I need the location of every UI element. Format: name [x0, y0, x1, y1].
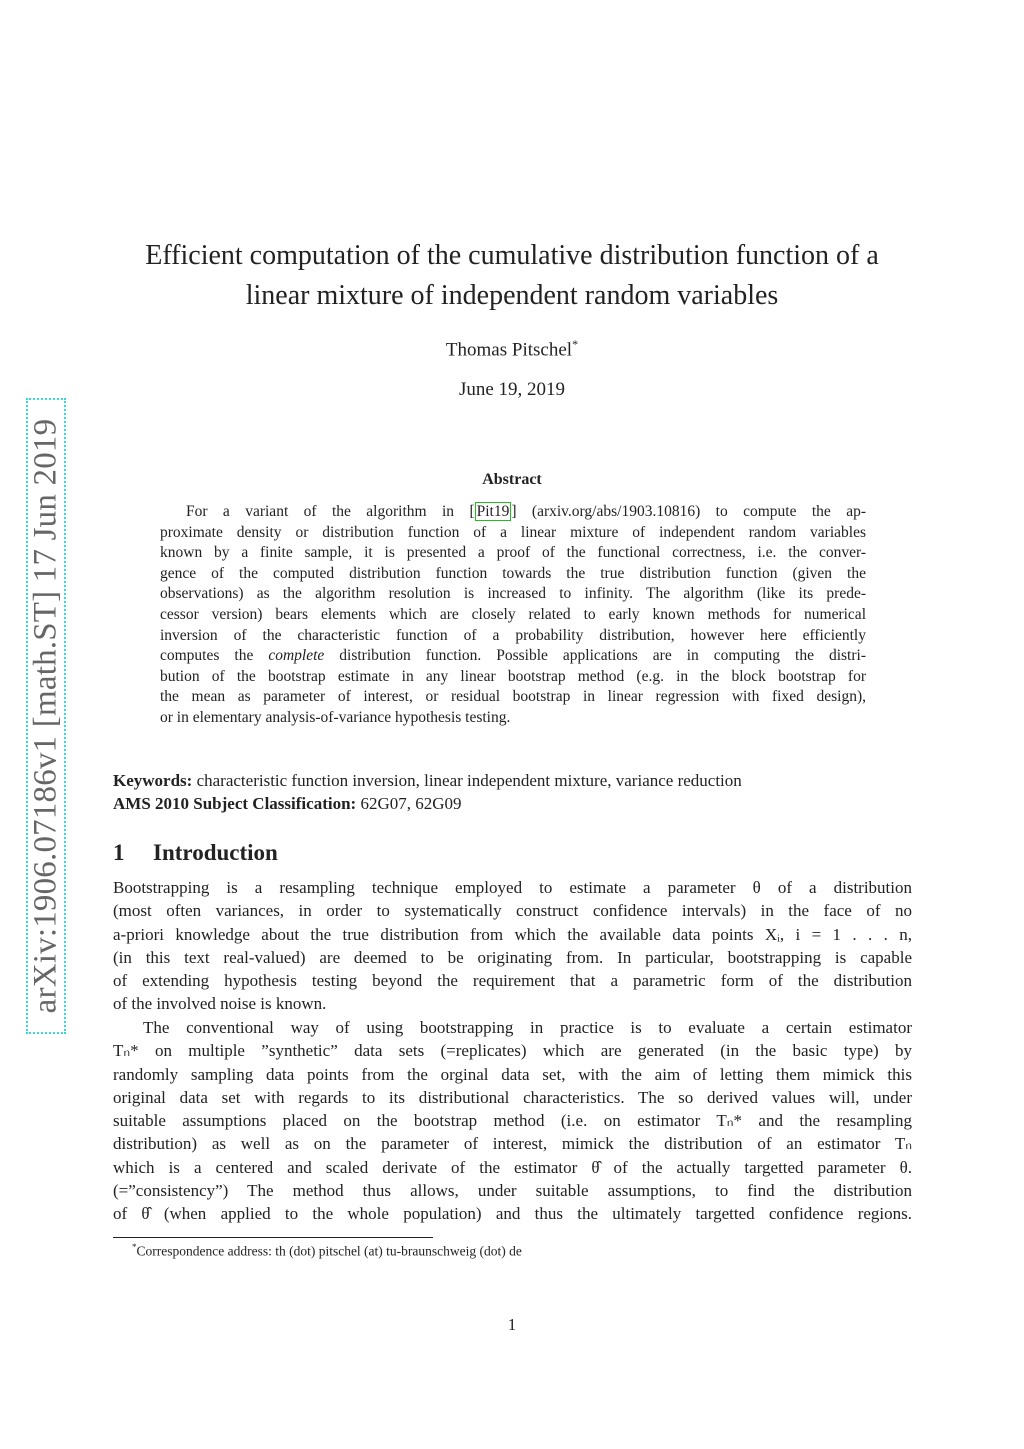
- abstract-line: gence of the computed distribution function towards the true distribution function (given the: [160, 564, 866, 582]
- author-footnote-mark: *: [572, 337, 579, 351]
- keywords-line: [113, 769, 913, 792]
- paragraph-line: (=”consistency”) The method thus allows, under suitable assumptions, to find the distribution: [113, 1181, 912, 1201]
- paragraph-line: distribution) as well as on the parameter of interest, mimick the distribution of an estimator Tₙ: [113, 1134, 912, 1154]
- section-heading: [113, 840, 278, 866]
- title-line-2: linear mixture of independent random variables: [245, 280, 779, 311]
- abstract-body: [160, 502, 866, 729]
- arxiv-identifier: arXiv:1906.07186v1 [math.ST] 17 Jun 2019: [27, 418, 64, 1014]
- paragraph-line: (most often variances, in order to systematically construct confidence intervals) in the face of no: [113, 901, 912, 921]
- paragraph-line: Tₙ* on multiple ”synthetic” data sets (=replicates) which are generated (in the basic type) by: [113, 1041, 912, 1061]
- paragraph-line: Bootstrapping is a resampling technique employed to estimate a parameter θ of a distribution: [113, 878, 912, 897]
- paragraph-line: of extending hypothesis testing beyond the requirement that a parametric form of the distribution: [113, 971, 912, 991]
- abstract-line: observations) as the algorithm resolution is increased to infinity. The algorithm (like its prede-: [160, 585, 866, 603]
- page-number: 1: [507, 1315, 517, 1334]
- intro-paragraph-2: [113, 1016, 912, 1226]
- title-line-1: Efficient computation of the cumulative distribution function of a: [145, 240, 879, 271]
- paragraph-line: of θ̂ (when applied to the whole population) and thus the ultimately targetted confidence regions.: [113, 1204, 912, 1224]
- abstract-line: cessor version) bears elements which are closely related to early known methods for numerical: [160, 605, 866, 623]
- footnote-text: Correspondence address: th (dot) pitschel (at) tu-braunschweig (dot) de: [136, 1243, 522, 1259]
- paragraph-line: which is a centered and scaled derivate of the estimator θ̂ of the actually targetted parameter θ.: [113, 1157, 912, 1177]
- paper-title: [80, 236, 944, 316]
- abstract-line: For a variant of the algorithm in [ Pit19 ] (arxiv.org/abs/1903.10816) to compute the ap-: [186, 503, 867, 520]
- paragraph-line: of the involved noise is known.: [113, 994, 327, 1014]
- date: June 19, 2019: [458, 379, 566, 400]
- paragraph-line: (in this text real-valued) are deemed to be originating from. In particular, bootstrapping is capable: [113, 947, 912, 967]
- abstract-line: proximate density or distribution function of a linear mixture of independent random variables: [160, 523, 866, 541]
- abstract-line: inversion of the characteristic function of a probability distribution, however here efficiently: [160, 626, 866, 644]
- abstract-line: bution of the bootstrap estimate in any linear bootstrap method (e.g. in the block bootstrap for: [160, 667, 866, 685]
- paragraph-line: original data set with regards to its distributional characteristics. The so derived values will, under: [113, 1087, 912, 1107]
- abstract-line: known by a finite sample, it is presented a proof of the functional correctness, i.e. the conver-: [160, 544, 866, 562]
- abstract-line: or in elementary analysis-of-variance hypothesis testing.: [160, 708, 511, 726]
- keywords-text: characteristic function inversion, linear independent mixture, variance reduction: [196, 771, 742, 790]
- section-number: 1: [113, 840, 125, 865]
- ams-label: AMS 2010 Subject Classification:: [113, 794, 357, 813]
- arxiv-side-stamp: [26, 398, 66, 1034]
- footnote-rule: [113, 1237, 433, 1238]
- abstract-line: computes the complete distribution function. Possible applications are in computing the distri-: [160, 647, 866, 665]
- keywords-block: [113, 769, 913, 815]
- section-title: Introduction: [153, 840, 278, 865]
- ams-text: 62G07, 62G09: [360, 794, 462, 813]
- abstract-line: the mean as parameter of interest, or residual bootstrap in linear regression with fixed design),: [160, 688, 866, 706]
- ams-line: [113, 792, 913, 815]
- citation-link[interactable]: Pit19: [476, 503, 510, 520]
- author-name: Thomas Pitschel: [445, 339, 573, 361]
- paragraph-line: suitable assumptions placed on the bootstrap method (i.e. on estimator Tₙ* and the resampling: [113, 1111, 912, 1131]
- intro-paragraph-1: [113, 876, 912, 1016]
- paragraph-line: The conventional way of using bootstrapping in practice is to evaluate a certain estimator: [143, 1018, 912, 1037]
- footnote: [132, 1242, 522, 1260]
- footnote-mark: *: [132, 1242, 137, 1252]
- paragraph-line: randomly sampling data points from the orginal data set, with the aim of letting them mimick this: [113, 1064, 912, 1084]
- keywords-label: Keywords:: [113, 771, 193, 790]
- paragraph-line: a-priori knowledge about the true distribution from which the available data points Xᵢ, i = 1 . . . n,: [113, 924, 912, 944]
- abstract-heading: Abstract: [482, 471, 542, 488]
- author: [0, 337, 1024, 361]
